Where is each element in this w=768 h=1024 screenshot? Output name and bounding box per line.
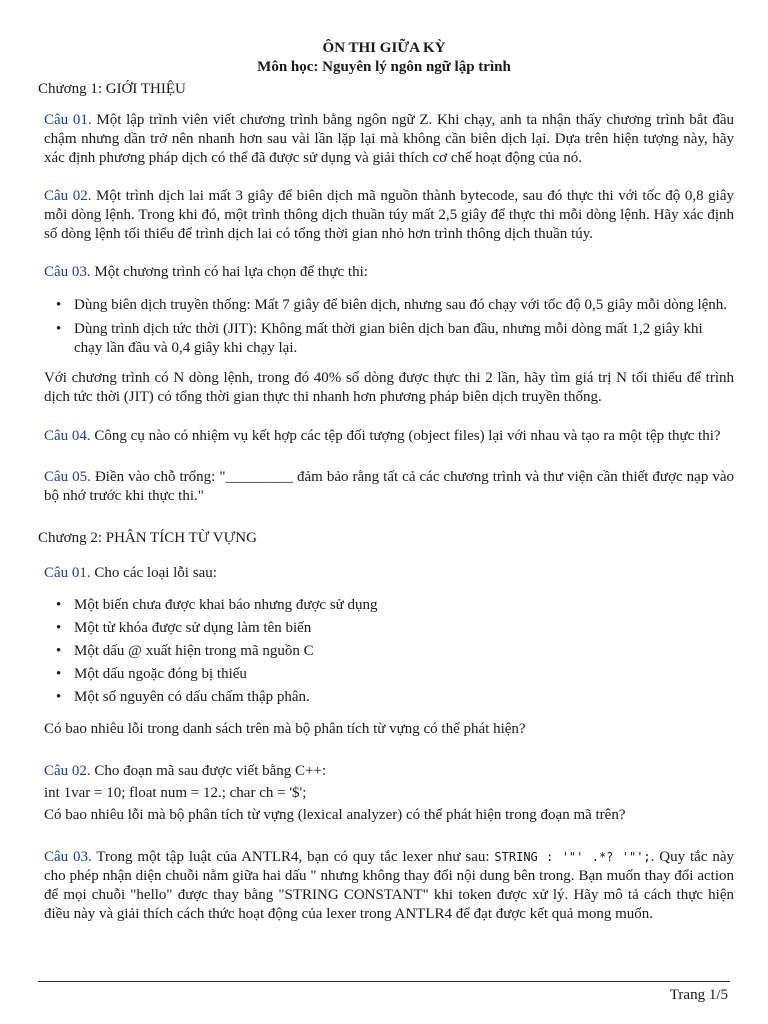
question-label: Câu 02.	[44, 188, 92, 204]
question-label: Câu 04.	[44, 428, 91, 444]
ch2-question-1	[44, 564, 734, 583]
question-text: Một lập trình viên viết chương trình bằng ngôn ngữ Z. Khi chạy, anh ta nhận thấy chương trình bắt đầu chậm nhưng dần trở nên nhanh hơn sau vài lần lặp lại mà không cần biên dịch lại. Dựa trên hiện tượng này, hãy xác định phương pháp dịch có thể đã được sử dụng và giải thích cơ chế hoạt động của nó.	[44, 112, 734, 166]
ch1-question-4	[44, 427, 734, 446]
list-item: • Một dấu @ xuất hiện trong mã nguồn C	[44, 642, 734, 661]
question-label: Câu 03.	[44, 264, 91, 280]
ch2-q1-question: Có bao nhiêu lỗi trong danh sách trên mà bộ phân tích từ vựng có thể phát hiện?	[44, 721, 526, 737]
ch1-q3-options	[44, 296, 734, 358]
ch1-question-5	[44, 468, 734, 506]
ch1-question-1	[44, 111, 734, 168]
question-text-before: Trong một tập luật của ANTLR4, bạn có quy tắc lexer như sau:	[96, 849, 490, 865]
question-text: Công cụ nào có nhiệm vụ kết hợp các tệp đối tượng (object files) lại với nhau và tạo ra một tệp thực thi?	[94, 428, 721, 444]
ch2-q1-errors	[44, 596, 734, 707]
page-number: Trang 1/5	[669, 987, 728, 1003]
question-text: Cho đoạn mã sau được viết bằng C++:	[94, 763, 327, 779]
ch1-q3-conclusion: Với chương trình có N dòng lệnh, trong đó 40% số dòng được thực thi 2 lần, hãy tìm giá trị N tối thiểu để trình dịch tức thời (JIT) có tổng thời gian thực thi nhanh hơn phương pháp biên dịch truyền thống.	[44, 370, 734, 405]
question-text-after: . Quy tắc này cho phép nhận diện chuỗi nằm giữa hai dấu " nhưng không thay đổi nội dung bên trong. Bạn muốn thay đổi action để mọi chuỗi "hello" được thay bằng "STRING CONSTANT" khi token được xử lý. Hãy mô tả cách thực hiện điều này và giải thích cách thức hoạt động của lexer trong ANTLR4 để đạt được kết quả mong muốn.	[44, 849, 735, 922]
ch1-question-3	[44, 263, 734, 282]
footer-divider	[38, 981, 730, 982]
question-text: Điền vào chỗ trống: "_________ đảm bảo rằng tất cả các chương trình và thư viện cần thiết được nạp vào bộ nhớ trước khi thực thi."	[44, 469, 735, 504]
question-label: Câu 01.	[44, 112, 92, 128]
question-label: Câu 05.	[44, 469, 91, 485]
lexer-rule-code: STRING : '"' .*? '"';	[494, 850, 651, 864]
list-item: • Một dấu ngoặc đóng bị thiếu	[44, 665, 734, 684]
page-title: ÔN THI GIỮA KỲ	[322, 40, 446, 56]
subject-line: Môn học: Nguyên lý ngôn ngữ lập trình	[257, 59, 511, 75]
ch2-question-3	[44, 848, 734, 924]
ch1-question-2	[44, 187, 734, 244]
ch2-question-2	[44, 762, 734, 781]
list-item: • Một từ khóa được sử dụng làm tên biến	[44, 619, 734, 638]
list-item: • Một biến chưa được khai báo nhưng được sử dụng	[44, 596, 734, 615]
list-item: • Dùng trình dịch tức thời (JIT): Không mất thời gian biên dịch ban đầu, nhưng mỗi dòng mất 1,2 giây khi chạy lần đầu và 0,4 giây khi chạy lại.	[44, 320, 734, 358]
chapter2-heading: Chương 2: PHÂN TÍCH TỪ VỰNG	[38, 530, 257, 546]
code-snippet: int 1var = 10; float num = 12.; char ch = '$';	[44, 785, 307, 801]
list-item: • Một số nguyên có dấu chấm thập phân.	[44, 688, 734, 707]
list-item: • Dùng biên dịch truyền thống: Mất 7 giây để biên dịch, nhưng sau đó chạy với tốc độ 0,5 giây mỗi dòng lệnh.	[44, 296, 734, 315]
question-text: Cho các loại lỗi sau:	[94, 565, 217, 581]
ch2-q2-question: Có bao nhiêu lỗi mà bộ phân tích từ vựng (lexical analyzer) có thể phát hiện trong đoạn mã trên?	[44, 807, 626, 823]
question-label: Câu 01.	[44, 565, 91, 581]
question-label: Câu 03.	[44, 849, 92, 865]
question-text: Một chương trình có hai lựa chọn để thực thi:	[94, 264, 368, 280]
question-label: Câu 02.	[44, 763, 91, 779]
question-text: Một trình dịch lai mất 3 giây để biên dịch mã nguồn thành bytecode, sau đó thực thi với tốc độ 0,8 giây mỗi dòng lệnh. Trong khi đó, một trình thông dịch thuần túy mất 2,5 giây để thực thi mỗi dòng lệnh. Hãy xác định số dòng lệnh tối thiểu để trình dịch lai có tổng thời gian nhỏ hơn trình thông dịch thuần túy.	[44, 188, 734, 242]
chapter1-heading: Chương 1: GIỚI THIỆU	[38, 81, 186, 97]
